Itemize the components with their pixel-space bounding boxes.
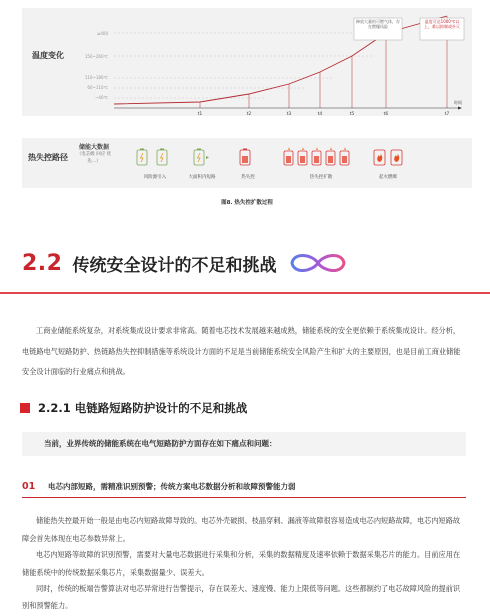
- body-paragraph: 电芯内短路等故障的识别预警，需要对大量电芯数据进行采集和分析，采集的数据精度及速率依赖于数据采集芯片的能力。目前应用在储能系统中的传统数据采集芯片，采集数据量少、误差大。: [22, 550, 461, 577]
- body-paragraph: 同时，传统的板端告警算法对电芯异常进行告警提示，存在误差大、速度慢、能力上限低等问题。这些都制约了电芯故障风险的提前识别和预警能力。: [22, 584, 461, 610]
- body-paragraph: 储能热失控最开始一般是由电芯内短路故障导致的。电芯外壳破损、枝晶穿刺、漏液等故障很容易造成电芯内短路故障，电芯内短路故障会首先体现在电芯参数异常上。: [22, 516, 461, 543]
- thermal-path-panel: [22, 138, 472, 188]
- battery-short-icon: [180, 146, 224, 168]
- battery-hot-icon: [226, 146, 270, 168]
- x-axis-label: 时间: [454, 100, 462, 105]
- y-tick-label: 60~110℃: [87, 85, 108, 90]
- stage-thermal-runaway: [226, 146, 270, 184]
- pain-point-number: 01: [22, 480, 36, 492]
- path-source-subtitle: （电芯级 回应 优先…）: [76, 152, 112, 164]
- x-tick-label: t1: [197, 112, 203, 116]
- intro-paragraph: 工商业储能系统复杂，对系统集成设计要求非常高。随着电芯技术发展越来越成熟，储能系统的安全更依赖于系统集成设计。经分析，电链路电气短路防护、热链路热失控抑制措施等系统设计方面的不足是当前储能系统安全风险产生和扩大的主要原因，也是目前工商业储能安全设计面临的行业痛点和挑战。: [22, 326, 461, 377]
- section-heading: [22, 246, 350, 280]
- path-source-title: [74, 144, 114, 165]
- subsection-heading: [20, 400, 247, 416]
- battery-spread-icon: [278, 146, 364, 168]
- battery-fire-icon: [366, 146, 410, 168]
- y-tick-label: 150~260℃: [84, 54, 108, 59]
- infinity-logo-icon: [286, 248, 350, 278]
- stage-label: 风险源引入: [143, 175, 167, 180]
- section-number: 2.2: [22, 250, 63, 276]
- subsection-title: 2.2.1 电链路短路防护设计的不足和挑战: [38, 401, 248, 415]
- square-bullet-icon: [20, 403, 30, 413]
- stage-risk-source: [132, 146, 178, 184]
- x-tick-label: t2: [246, 112, 252, 116]
- section-divider: [0, 292, 490, 294]
- y-tick-label: ≥400: [97, 31, 108, 36]
- thermal-path-row-label: 热失控路径: [28, 153, 68, 162]
- stage-internal-short: [180, 146, 224, 184]
- y-tick-label: 110~180℃: [84, 75, 108, 80]
- temperature-chart: [74, 8, 466, 116]
- y-tick-label: ~40℃: [95, 95, 108, 100]
- figure-caption: 图8. 热失控扩散过程: [221, 200, 273, 206]
- stage-label: 起火燃爆: [379, 175, 397, 180]
- thermal-runaway-figure: [22, 0, 472, 215]
- stage-spread: [278, 146, 364, 184]
- pain-point-01: [22, 477, 466, 495]
- stage-label: 热失控扩散: [309, 175, 333, 180]
- pain-point-text: 电芯内部短路，需精准识别预警；传统方案电芯数据分析和故障预警能力弱: [48, 481, 296, 491]
- stage-fire-explosion: [366, 146, 410, 184]
- annotation-gas-release: 释放大量的可燃气体，存在燃爆风险: [356, 19, 400, 29]
- x-tick-label: t6: [383, 112, 389, 116]
- x-tick-label: t4: [317, 112, 323, 116]
- temperature-chart-svg: [74, 8, 466, 116]
- pain-point-underline: [22, 497, 466, 498]
- section-title: 传统安全设计的不足和挑战: [72, 255, 277, 276]
- x-tick-label: t3: [286, 112, 292, 116]
- path-source-name: 储能大数据: [78, 144, 109, 151]
- temperature-row-label: 温度变化: [32, 51, 64, 60]
- pain-points-intro: 当前，业界传统的储能系统在电气短路防护方面存在如下痛点和问题：: [22, 432, 466, 456]
- battery-bolt-icon: [133, 146, 177, 168]
- annotation-high-temp: 温度可达1000℃以上，难以抑制或扑灭: [424, 19, 460, 29]
- x-tick-label: t7: [444, 112, 450, 116]
- stage-label: 热失控: [241, 175, 255, 180]
- x-tick-label: t5: [349, 112, 355, 116]
- stage-label: 大面积内短路: [188, 175, 216, 180]
- temperature-panel: [22, 8, 472, 116]
